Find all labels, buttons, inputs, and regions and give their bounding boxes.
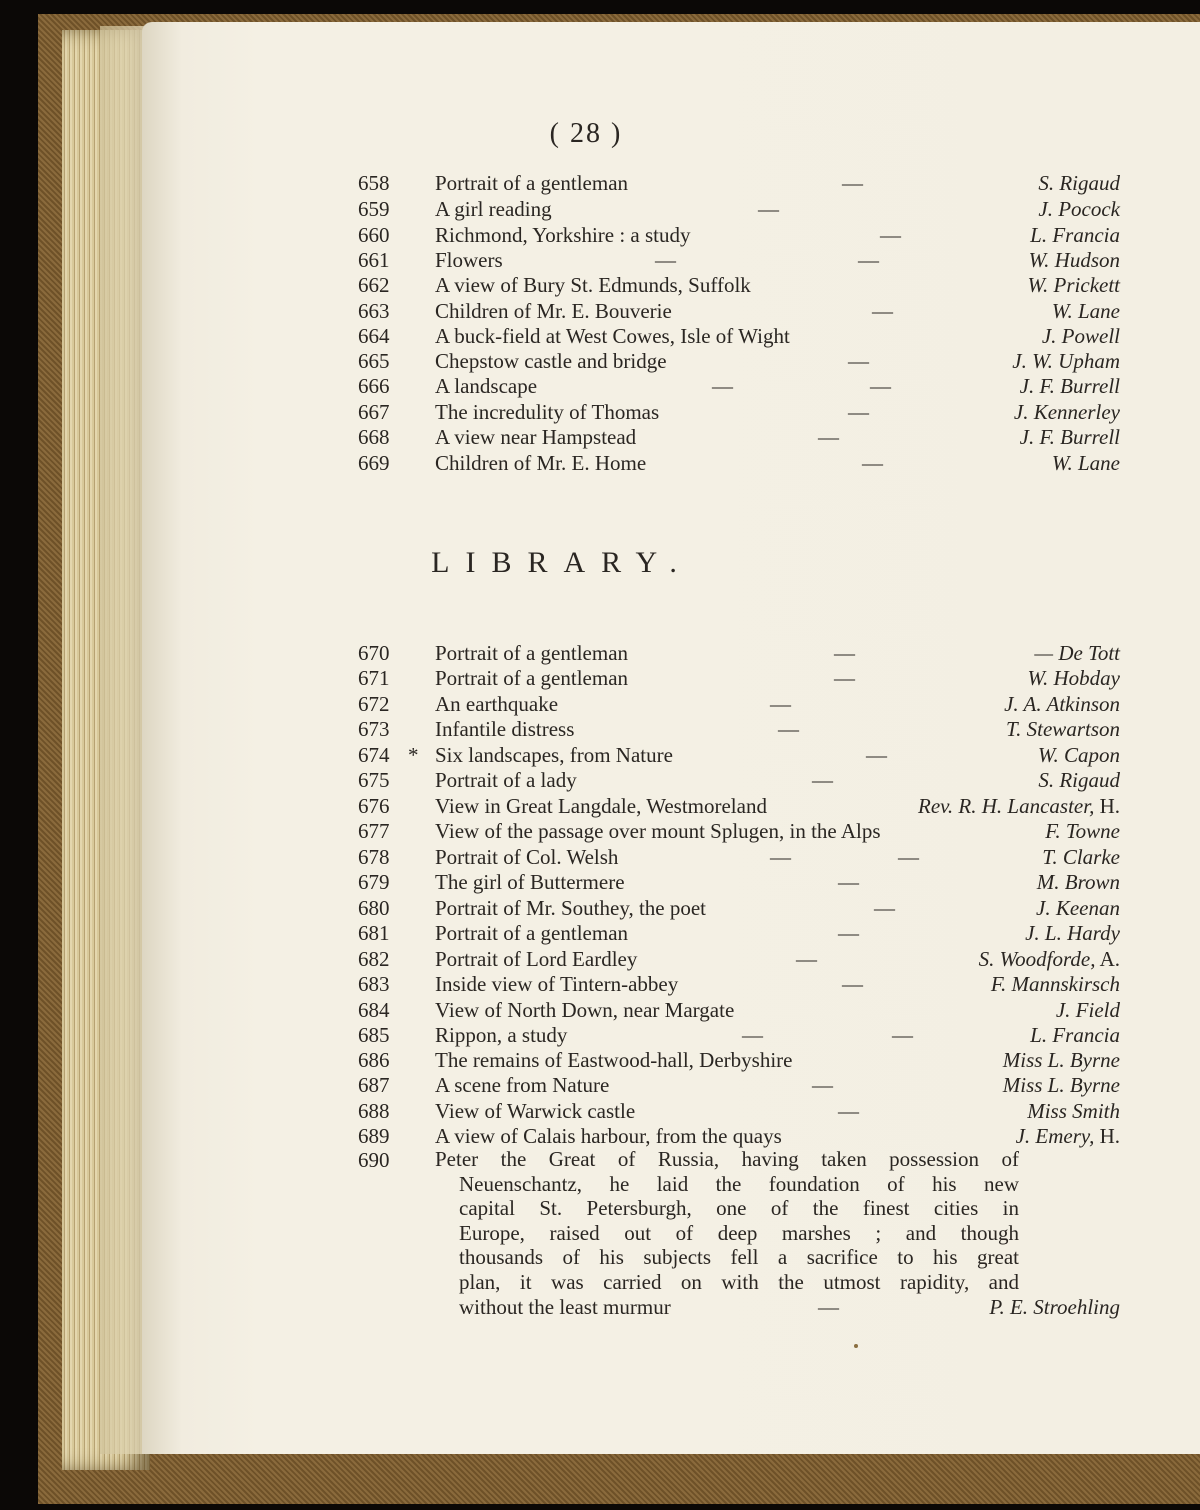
entry-row [0, 742, 1200, 768]
description-line: capital St. Petersburgh, one of the finest cities in [459, 1196, 1019, 1221]
entry-title: A landscape [435, 374, 538, 398]
dash-separator: — [874, 896, 895, 920]
entry-number: 687 [358, 1073, 390, 1097]
entry-row [0, 298, 1200, 324]
entry-row [0, 869, 1200, 895]
artist-name: T. Stewartson [1006, 717, 1120, 741]
dash-separator: — [870, 374, 891, 398]
entry-number: 676 [358, 794, 390, 818]
entry-title: Chepstow castle and bridge [435, 349, 667, 373]
artist-name: J. Kennerley [1013, 400, 1120, 424]
entry-number: 658 [358, 171, 390, 195]
entry-number: 674 [358, 743, 390, 767]
artist-name: Miss L. Byrne [1002, 1048, 1120, 1072]
dash-separator: — [838, 870, 859, 894]
entry-title: Infantile distress [435, 717, 575, 741]
dash-separator: — [892, 1023, 913, 1047]
entry-number: 680 [358, 896, 390, 920]
entry-row [0, 222, 1200, 248]
dash-separator: — [834, 641, 855, 665]
description-line: plan, it was carried on with the utmost rapidity, and [459, 1270, 1019, 1294]
entry-row [0, 895, 1200, 921]
description-line: thousands of his subjects fell a sacrifice to his great [459, 1245, 1019, 1270]
entry-number: 690 [358, 1148, 390, 1172]
entry-title: An earthquake [435, 692, 559, 716]
entry-title: View of the passage over mount Splugen, in the Alps [435, 819, 881, 843]
artist-name: L. Francia [1030, 223, 1120, 247]
entry-number: 661 [358, 248, 390, 272]
artist-name: P. E. Stroehling [989, 1294, 1120, 1319]
artist-suffix: H. [1094, 794, 1120, 818]
dash-separator: — [834, 666, 855, 690]
entry-number: 679 [358, 870, 390, 894]
entry-row [0, 665, 1200, 691]
dash-separator: — [848, 400, 869, 424]
entry-row [0, 767, 1200, 793]
entry-number: 672 [358, 692, 390, 716]
dash-separator: — [818, 425, 839, 449]
description-line: Europe, raised out of deep marshes ; and though [459, 1220, 1019, 1245]
entry-row [0, 920, 1200, 946]
entry-number: 667 [358, 400, 390, 424]
artist-suffix: A. [1095, 947, 1120, 971]
entry-title: The remains of Eastwood-hall, Derbyshire [435, 1048, 793, 1072]
entry-number: 663 [358, 299, 390, 323]
entry-number: 689 [358, 1124, 390, 1148]
entry-row [0, 323, 1200, 349]
entry-title: A view of Calais harbour, from the quays [435, 1124, 782, 1148]
artist-name: J. F. Burrell [1019, 374, 1120, 398]
entry-row [0, 1098, 1200, 1124]
entry-number: 688 [358, 1099, 390, 1123]
dash-separator: — [848, 349, 869, 373]
entry-title: View in Great Langdale, Westmoreland [435, 794, 767, 818]
artist-name: L. Francia [1030, 1023, 1120, 1047]
entry-number: 678 [358, 845, 390, 869]
artist-name: W. Lane [1051, 299, 1120, 323]
dash-separator: — [880, 223, 901, 247]
dash-separator: — [770, 845, 791, 869]
entry-row [0, 1047, 1200, 1073]
entry-number: 675 [358, 768, 390, 792]
entry-title: Portrait of Mr. Southey, the poet [435, 896, 707, 920]
dash-separator: — [866, 743, 887, 767]
entry-number: 668 [358, 425, 390, 449]
dash-separator: — [838, 921, 859, 945]
entry-row [0, 196, 1200, 222]
artist-name: W. Lane [1051, 451, 1120, 475]
artist-name: J. W. Upham [1012, 349, 1120, 373]
entry-title: Portrait of Lord Eardley [435, 947, 638, 971]
dash-separator: — [812, 768, 833, 792]
artist-name: Rev. R. H. Lancaster, H. [918, 794, 1120, 818]
artist-name: Miss Smith [1027, 1099, 1120, 1123]
entry-row [0, 818, 1200, 844]
entry-number: 662 [358, 273, 390, 297]
entry-title: A girl reading [435, 197, 552, 221]
entry-row [0, 450, 1200, 476]
entry-title: The incredulity of Thomas [435, 400, 660, 424]
artist-name: J. L. Hardy [1025, 921, 1120, 945]
entry-row [0, 844, 1200, 870]
page-number: ( 28 ) [549, 118, 623, 149]
entry-title: Inside view of Tintern-abbey [435, 972, 679, 996]
artist-name: J. Powell [1041, 324, 1120, 348]
entry-number: 660 [358, 223, 390, 247]
artist-name: W. Capon [1037, 743, 1120, 767]
entry-number: 669 [358, 451, 390, 475]
artist-name: W. Prickett [1027, 273, 1120, 297]
artist-name: J. Pocock [1038, 197, 1120, 221]
dash-separator: — [842, 972, 863, 996]
entry-row [0, 971, 1200, 997]
entry-number: 686 [358, 1048, 390, 1072]
dash-separator: — [842, 171, 863, 195]
entry-row [0, 1123, 1200, 1149]
artist-name: J. A. Atkinson [1004, 692, 1120, 716]
entry-title: Portrait of Col. Welsh [435, 845, 619, 869]
entry-row [0, 793, 1200, 819]
artist-name: J. Emery, H. [1015, 1124, 1120, 1148]
artist-name: S. Rigaud [1038, 171, 1120, 195]
entry-number: 670 [358, 641, 390, 665]
entry-row [0, 716, 1200, 742]
dash-separator: — [778, 717, 799, 741]
artist-name: F. Towne [1045, 819, 1120, 843]
entry-row [0, 247, 1200, 273]
entry-row [0, 272, 1200, 298]
dash-separator: — [758, 197, 779, 221]
entry-title: A buck-field at West Cowes, Isle of Wight [435, 324, 790, 348]
entry-title: Portrait of a gentleman [435, 921, 629, 945]
entry-number: 666 [358, 374, 390, 398]
dash-separator: — [862, 451, 883, 475]
entry-row [0, 997, 1200, 1023]
entry-title: Children of Mr. E. Home [435, 451, 647, 475]
description-line: without the least murmur [459, 1294, 671, 1319]
entry-title: Portrait of a gentleman [435, 666, 629, 690]
description-line: Neuenschantz, he laid the foundation of his new [459, 1171, 1019, 1196]
section-heading: LIBRARY. [431, 546, 693, 579]
artist-name: Miss L. Byrne [1002, 1073, 1120, 1097]
entry-number: 684 [358, 998, 390, 1022]
dash-separator: — [812, 1073, 833, 1097]
dash-separator: — [770, 692, 791, 716]
dash-separator: — [655, 248, 676, 272]
dash-separator: — [712, 374, 733, 398]
dash-separator: — [898, 845, 919, 869]
entry-number: 664 [358, 324, 390, 348]
entry-title: Richmond, Yorkshire : a study [435, 223, 691, 247]
entry-number: 665 [358, 349, 390, 373]
dash-separator: — [796, 947, 817, 971]
entry-row [0, 1072, 1200, 1098]
paper-speck [854, 1344, 858, 1348]
entry-title: Rippon, a study [435, 1023, 568, 1047]
artist-name: S. Woodforde, A. [978, 947, 1120, 971]
artist-suffix: H. [1094, 1124, 1120, 1148]
entry-row [0, 640, 1200, 666]
entry-title: Portrait of a lady [435, 768, 577, 792]
entry-title: Portrait of a gentleman [435, 171, 629, 195]
entry-title: Flowers [435, 248, 503, 272]
entry-row [0, 424, 1200, 450]
entry-row [0, 399, 1200, 425]
asterisk-mark: * [408, 743, 419, 767]
entry-number: 685 [358, 1023, 390, 1047]
artist-name: W. Hudson [1028, 248, 1120, 272]
entry-number: 681 [358, 921, 390, 945]
artist-name: F. Mannskirsch [990, 972, 1120, 996]
entry-number: 683 [358, 972, 390, 996]
artist-name: S. Rigaud [1038, 768, 1120, 792]
entry-row [0, 348, 1200, 374]
entry-number: 673 [358, 717, 390, 741]
entry-title: The girl of Buttermere [435, 870, 625, 894]
entry-title: A view near Hampstead [435, 425, 637, 449]
description-last-line [0, 1294, 1200, 1320]
dash-separator: — [838, 1099, 859, 1123]
entry-title: View of Warwick castle [435, 1099, 636, 1123]
entry-number: 677 [358, 819, 390, 843]
artist-name: — De Tott [1034, 641, 1120, 665]
entry-title: Six landscapes, from Nature [435, 743, 673, 767]
dash-separator: — [742, 1023, 763, 1047]
dash-separator: — [858, 248, 879, 272]
entry-number: 671 [358, 666, 390, 690]
entry-number: 682 [358, 947, 390, 971]
entry-title: View of North Down, near Margate [435, 998, 735, 1022]
artist-name: W. Hobday [1027, 666, 1120, 690]
entry-title: Portrait of a gentleman [435, 641, 629, 665]
artist-name: J. F. Burrell [1019, 425, 1120, 449]
description-line: Peter the Great of Russia, having taken possession of [435, 1147, 1019, 1171]
entry-row [0, 1022, 1200, 1048]
artist-name: J. Keenan [1036, 896, 1120, 920]
entry-title: A view of Bury St. Edmunds, Suffolk [435, 273, 751, 297]
artist-name: M. Brown [1036, 870, 1120, 894]
dash-separator: — [872, 299, 893, 323]
entry-row [0, 373, 1200, 399]
artist-name: T. Clarke [1042, 845, 1120, 869]
entry-number: 659 [358, 197, 390, 221]
entry-title: A scene from Nature [435, 1073, 610, 1097]
entry-row [0, 946, 1200, 972]
entry-row [0, 170, 1200, 196]
artist-name: J. Field [1055, 998, 1120, 1022]
dash-separator: — [818, 1294, 839, 1319]
entry-title: Children of Mr. E. Bouverie [435, 299, 672, 323]
entry-row [0, 691, 1200, 717]
